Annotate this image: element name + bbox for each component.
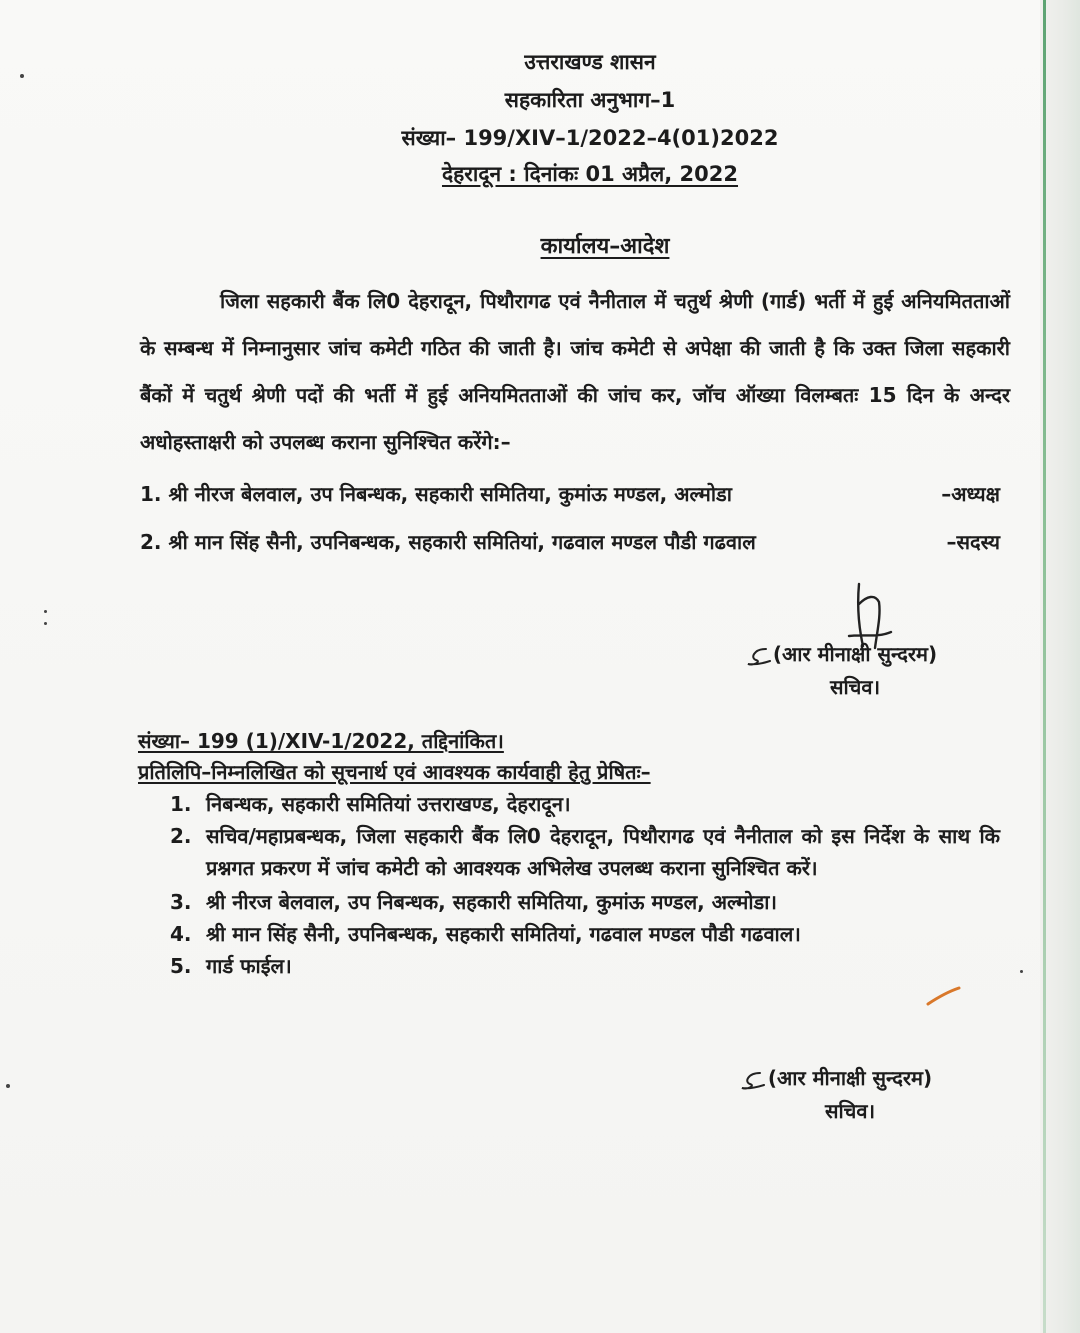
list-number: 3. <box>170 890 192 914</box>
order-number: संख्या– 199/XIV–1/2022–4(01)2022 <box>401 126 779 150</box>
member-role: –अध्यक्ष <box>941 482 1000 506</box>
signature-block <box>745 640 965 700</box>
scan-speck <box>44 622 47 625</box>
order-title: कार्यालय–आदेश <box>540 234 670 259</box>
scan-speck <box>20 74 24 78</box>
place-date <box>300 162 880 187</box>
list-text: गार्ड फाईल। <box>206 954 292 978</box>
department-section: सहकारिता अनुभाग–1 <box>504 88 676 112</box>
place-date-text: देहरादून : दिनांकः 01 अप्रैल, 2022 <box>441 162 739 186</box>
list-item <box>170 886 1000 918</box>
list-text: श्री मान सिंह सैनी, उपनिबन्धक, सहकारी समितियां, गढवाल मण्डल पौडी गढवाल। <box>206 922 801 946</box>
committee-member <box>140 480 1000 507</box>
page-edge-line <box>1043 0 1046 1333</box>
member-details: 2. श्री मान सिंह सैनी, उपनिबन्धक, सहकारी समितियां, गढवाल मण्डल पौडी गढवाल <box>140 530 756 554</box>
copy-intro <box>138 758 1018 785</box>
list-text: सचिव/महाप्रबन्धक, जिला सहकारी बैंक लि0 देहरादून, पिथौरागढ एवं नैनीताल को इस निर्देश के साथ कि प्रश्नगत प्रकरण में जांच कमेटी को आवश्यक अभिलेख उपलब्ध कराना सुनिश्चित करें। <box>206 824 1000 880</box>
list-number: 2. <box>170 824 192 848</box>
scan-speck <box>6 1084 10 1088</box>
page-edge-shadow <box>1040 0 1080 1333</box>
signature-block <box>740 1064 960 1124</box>
scan-speck <box>1020 970 1023 973</box>
list-number: 4. <box>170 922 192 946</box>
member-details: 1. श्री नीरज बेलवाल, उप निबन्धक, सहकारी समितिया, कुमांऊ मण्डल, अल्मोडा <box>140 482 732 506</box>
copy-number <box>138 727 1018 754</box>
government-name: उत्तराखण्ड शासन <box>524 50 656 74</box>
signatory-designation: सचिव। <box>829 675 881 699</box>
member-role: –सदस्य <box>946 530 1000 554</box>
signatory-name: (आर मीनाक्षी सुन्दरम) <box>767 1066 933 1090</box>
list-number: 5. <box>170 954 192 978</box>
copy-number-text: संख्या– 199 (1)/XIV-1/2022, तद्दिनांकित। <box>138 729 504 753</box>
list-item <box>170 788 1000 820</box>
tick-mark <box>925 984 965 1008</box>
scan-speck <box>44 610 47 613</box>
committee-member <box>140 528 1000 555</box>
signatory-designation: सचिव। <box>824 1099 876 1123</box>
list-text: निबन्धक, सहकारी समितियां उत्तराखण्ड, देहरादून। <box>206 792 571 816</box>
signatory-name: (आर मीनाक्षी सुन्दरम) <box>772 642 938 666</box>
copy-intro-text: प्रतिलिपि–निम्नलिखित को सूचनार्थ एवं आवश्यक कार्यवाही हेतु प्रेषितः– <box>138 760 651 784</box>
list-item <box>170 918 1000 950</box>
copy-recipient-list <box>170 788 1000 982</box>
list-text: श्री नीरज बेलवाल, उप निबन्धक, सहकारी समितिया, कुमांऊ मण्डल, अल्मोडा। <box>206 890 778 914</box>
list-item <box>170 820 1000 884</box>
list-number: 1. <box>170 792 192 816</box>
list-item <box>170 950 1000 982</box>
order-body: जिला सहकारी बैंक लि0 देहरादून, पिथौरागढ एवं नैनीताल में चतुर्थ श्रेणी (गार्ड) भर्ती में हुई अनियमितताओं के सम्बन्ध में निम्नानुसार जांच कमेटी गठित की जाती है। जांच कमेटी से अपेक्षा की जाती है कि उक्त जिला सहकारी बैंकों में चतुर्थ श्रेणी पदों की भर्ती में हुई अनियमितताओं की जांच कर, जॉच ऑख्या विलम्बतः 15 दिन के अन्दर अधोहस्ताक्षरी को उपलब्ध कराना सुनिश्चित करेंगे:– <box>140 289 1010 454</box>
